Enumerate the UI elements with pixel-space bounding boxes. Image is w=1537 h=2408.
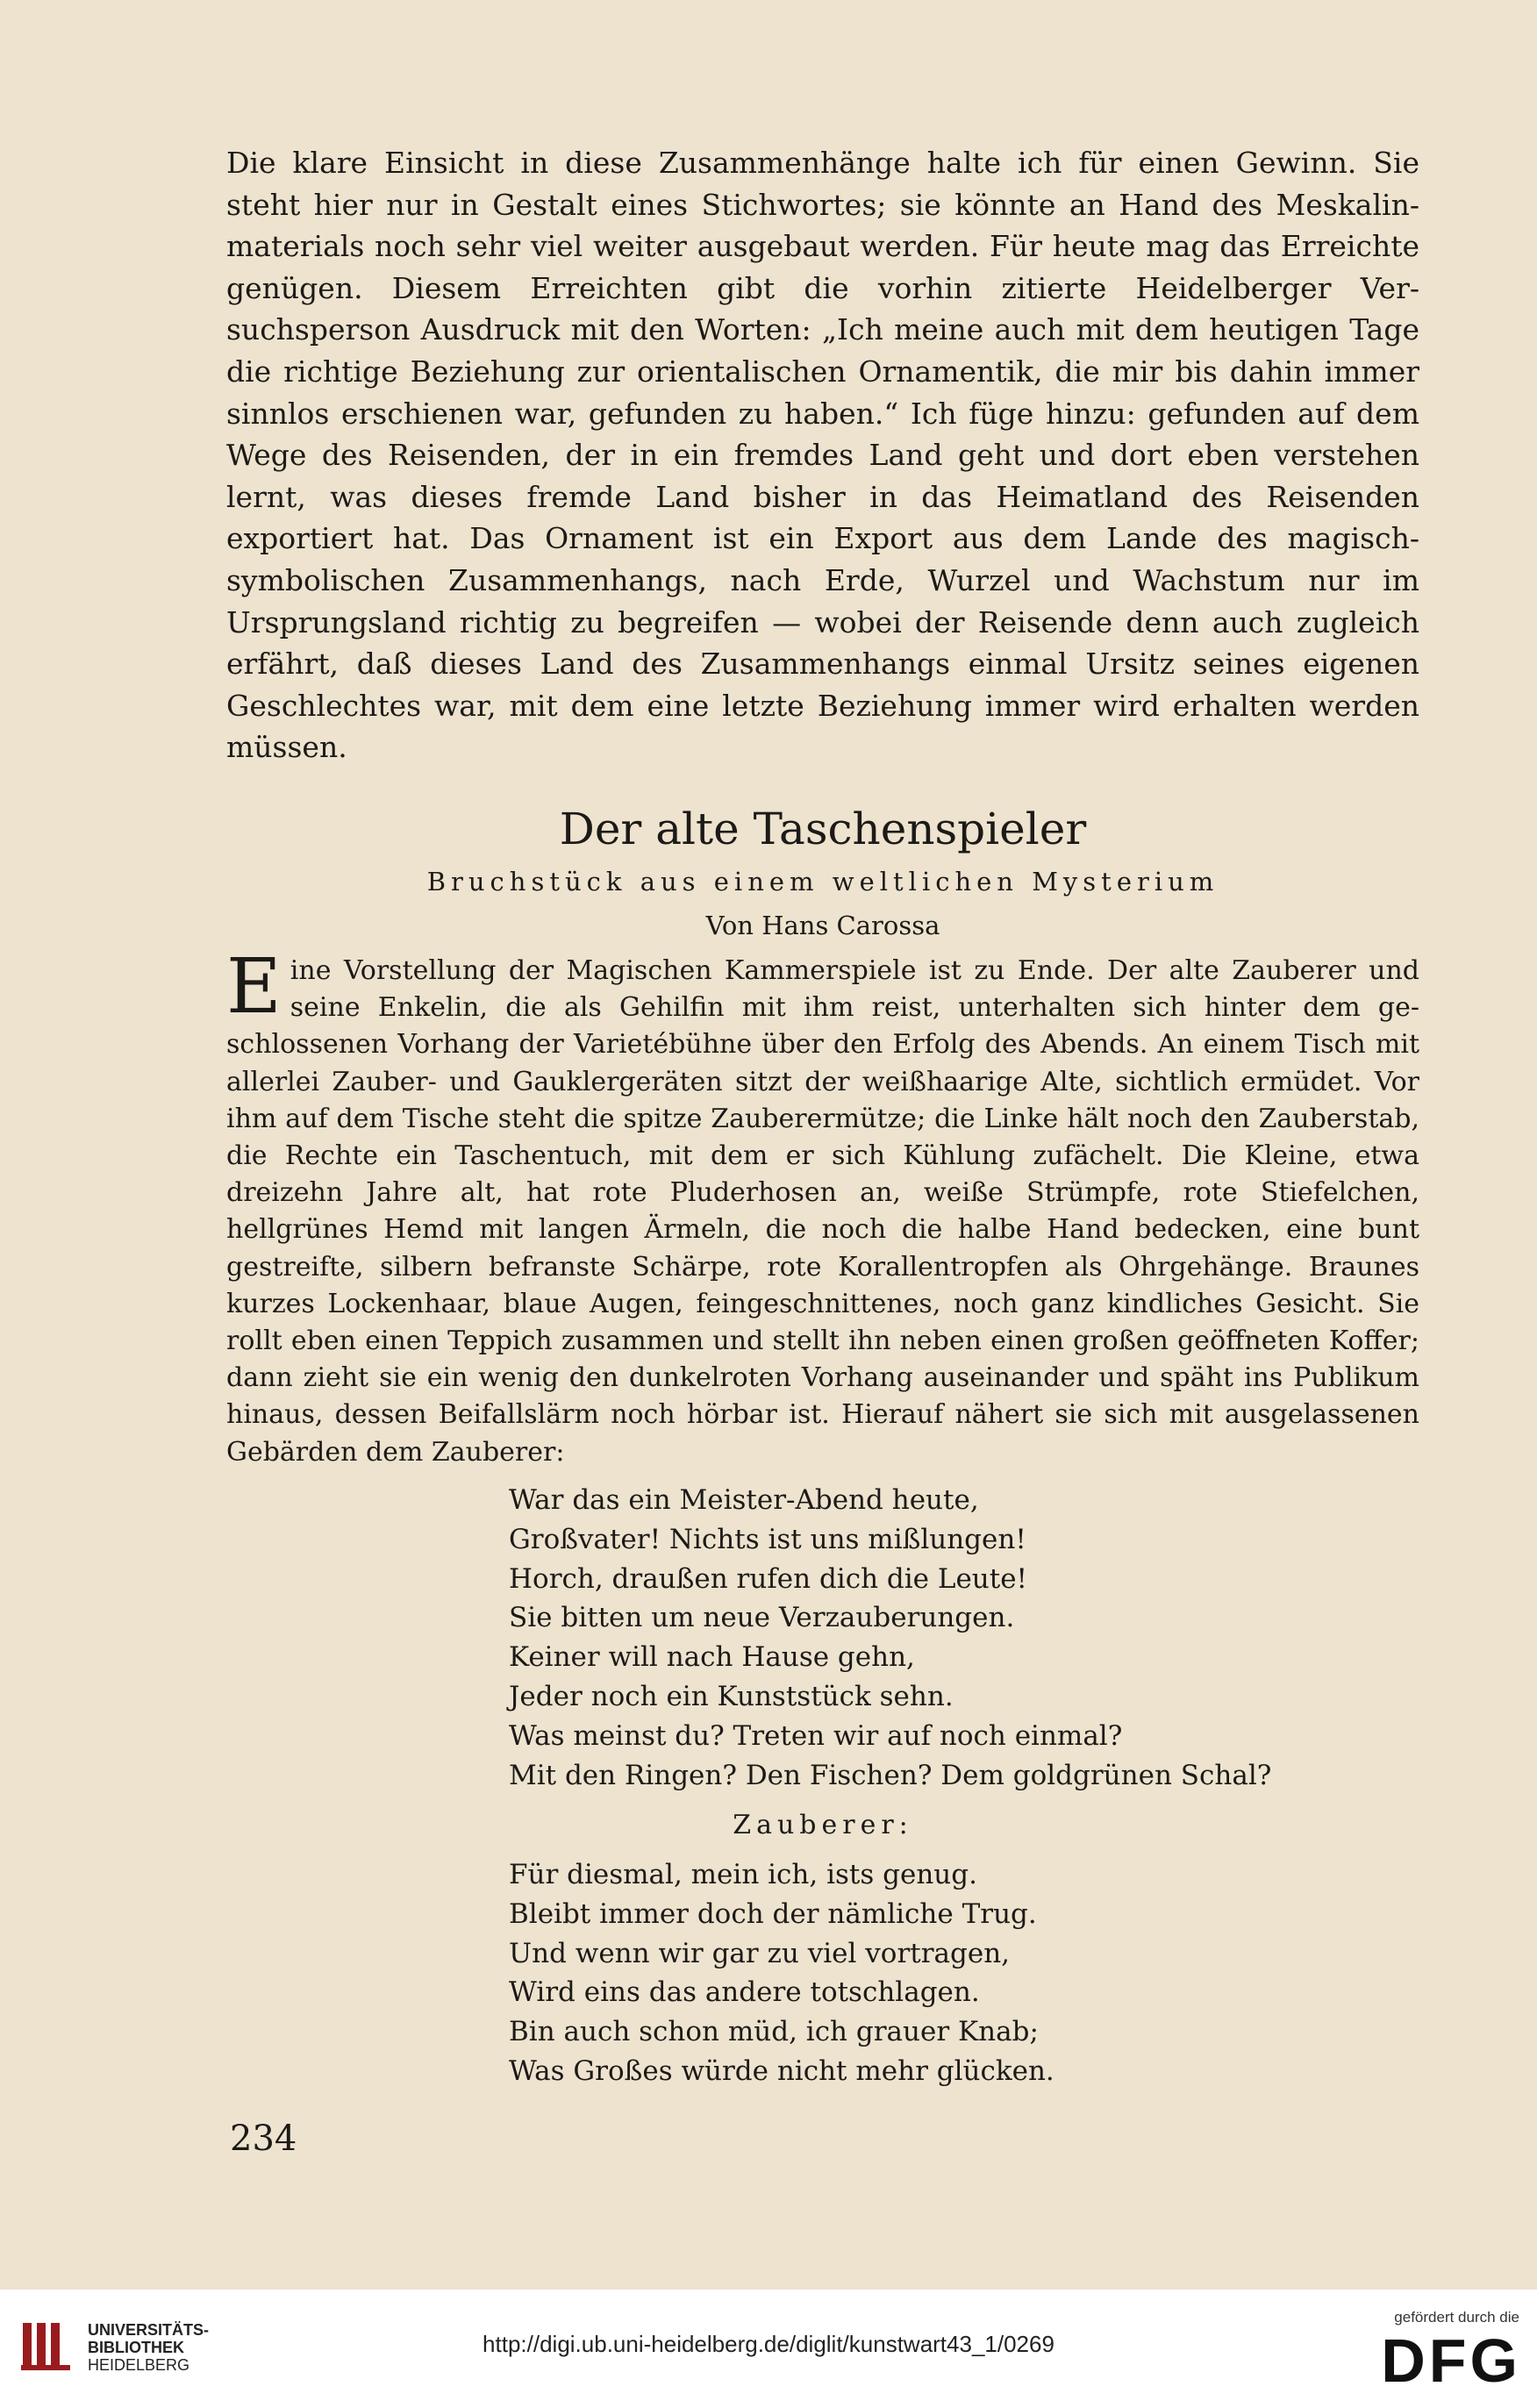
verse-line: War das ein Meister-Abend heute, (509, 1484, 979, 1516)
article-subtitle: Bruchstück aus einem weltlichen Mysterium (426, 867, 1219, 897)
body-paragraph (226, 943, 1419, 1471)
verse-line: Für diesmal, mein ich, ists genug. (509, 1859, 977, 1890)
verse-line: Keiner will nach Hause gehn, (509, 1641, 915, 1674)
article-title: Der alte Taschenspieler (559, 804, 1087, 854)
verse-block-1 (509, 1481, 1271, 1795)
library-name-line: HEIDELBERG (88, 2356, 190, 2374)
verse-line: Horch, draußen rufen dich die Leute! (509, 1562, 1028, 1595)
dfg-logo: DFG (1381, 2326, 1521, 2395)
page-number: 234 (230, 2119, 297, 2159)
verse-line: Was meinst du? Treten wir auf noch einmal? (509, 1719, 1123, 1752)
verse-line: Und wenn wir gar zu viel vortragen, (509, 1937, 1011, 1969)
library-name-line: BIBLIOTHEK (88, 2339, 184, 2356)
verse-line: Großvater! Nichts ist uns mißlungen! (509, 1523, 1026, 1555)
verse-line: Mit den Ringen? Den Fischen? Dem goldgrünen Schal? (509, 1759, 1272, 1791)
verse-block-2 (509, 1855, 1054, 2091)
speaker-label: Zauberer: (733, 1810, 913, 1840)
verse-line: Bin auch schon müd, ich grauer Knab; (509, 2016, 1039, 2048)
verse-line: Jeder noch ein Kunststück sehn. (509, 1680, 954, 1712)
body-text: ine Vorstellung der Magischen Kammerspiele ist zu Ende. Der alte Zauberer und seine Enkelin, die als Gehilfin mit ihm reist, unterhalten sich hinter dem geschlossenen Vorhang der Varietébühne über den Erfolg des Abends. An einem Tisch mit allerlei Zauber- und Gauklergeräten sitzt der weißhaarige Alte, sichtlich ermüdet. Vor ihm auf dem Tische steht die spitze Zauberermütze; die Linke hält noch den Zauberstab, die Rechte ein Taschentuch, mit dem er sich Kühlung zufächelt. Die Kleine, etwa dreizehn Jahre alt, hat rote Pluderhosen an, weiße Strümpfe, rote Stiefelchen, hellgrünes Hemd mit langen Ärmeln, die noch die halbe Hand bedecken, eine bunt gestreifte, silbern befranste Schärpe, rote Korallentropfen als Ohrgehänge. Braunes kurzes Lockenhaar, blaue Augen, feingeschnittenes, noch ganz kindliches Gesicht. Sie rollt eben einen Teppich zusammen und stellt ihn neben einen großen geöffneten Koffer; dann zieht sie ein wenig den dunkelroten Vorhang auseinander und späht ins Publikum hinaus, dessen Beifallslärm noch hörbar ist. Hierauf nähert sie sich mit ausgelassenen Gebärden dem Zauberer: (226, 955, 1419, 1468)
library-name-line: UNIVERSITÄTS- (88, 2321, 210, 2339)
source-url-link[interactable]: http://digi.ub.uni-heidelberg.de/diglit/kunstwart43_1/0269 (483, 2331, 1054, 2357)
intro-paragraph (226, 142, 1419, 768)
article-author: Von Hans Carossa (705, 911, 940, 940)
verse-line: Bleibt immer doch der nämliche Trug. (509, 1897, 1037, 1930)
verse-line: Sie bitten um neue Verzauberungen. (509, 1602, 1015, 1634)
verse-line: Wird eins das andere totschlagen. (509, 1976, 980, 2009)
verse-line: Was Großes würde nicht mehr glücken. (509, 2054, 1054, 2087)
footer-bar (0, 2290, 1537, 2408)
intro-text: Die klare Einsicht in diese Zusammenhänge halte ich für einen Gewinn. Sie steht hier nur in Gestalt eines Stichwortes; sie könnte an Hand des Meskalinmaterials noch sehr viel weiter ausgebaut werden. Für heute mag das Erreichte genügen. Diesem Erreichten gibt die vorhin zitierte Heidelberger Versuchsperson Ausdruck mit den Worten: „Ich meine auch mit dem heutigen Tage die richtige Beziehung zur orientalischen Ornamentik, die mir bis dahin immer sinnlos erschienen war, gefunden zu haben.“ Ich füge hinzu: gefunden auf dem Wege des Reisenden, der in ein fremdes Land geht und dort eben verstehen lernt, was dieses fremde Land bisher in das Heimatland des Reisenden exportiert hat. Das Ornament ist ein Export aus dem Lande des magisch-symbolischen Zusammenhangs, nach Erde, Wurzel und Wachstum nur im Ursprungsland richtig zu begreifen — wobei der Reisende denn auch zugleich erfährt, daß dieses Land des Zusammenhangs einmal Ursitz seines eigenen Geschlechtes war, mit dem eine letzte Beziehung immer wird erhalten werden müssen. (226, 146, 1419, 765)
sponsor-caption: gefördert durch die (1394, 2309, 1519, 2326)
drop-cap: E (226, 943, 282, 1031)
